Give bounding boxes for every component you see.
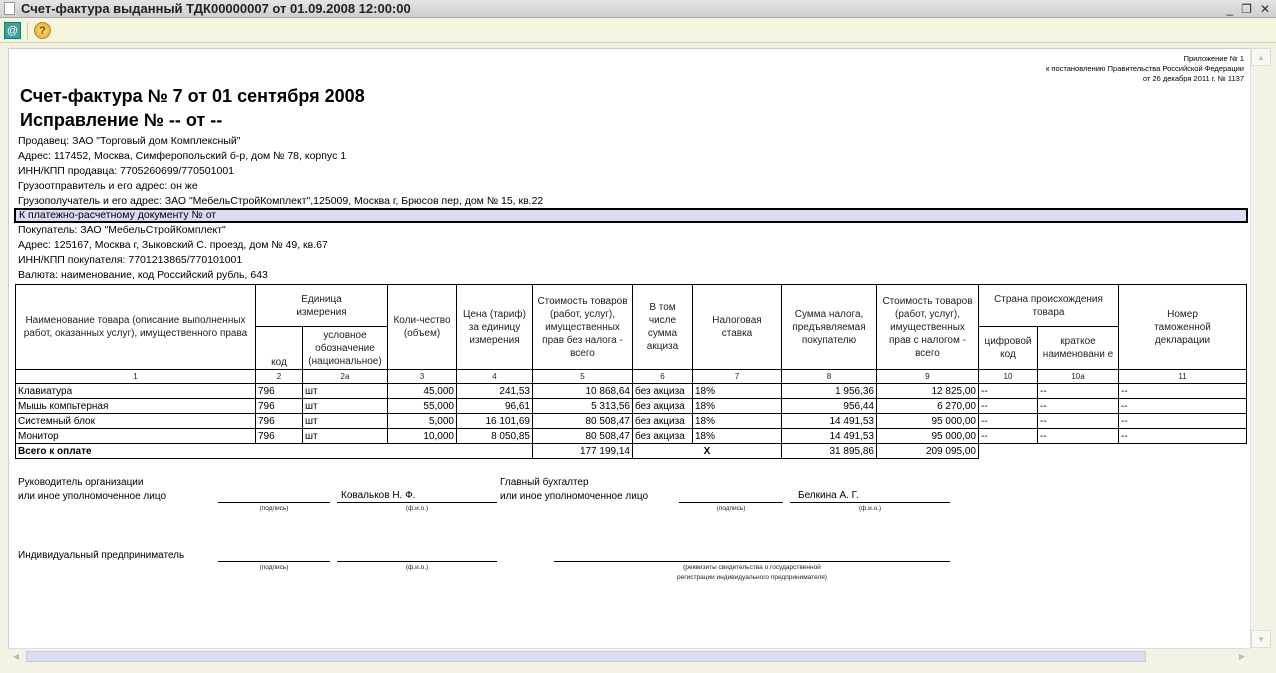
column-number: 5 — [533, 370, 633, 384]
director-label-1: Руководитель организации — [18, 477, 144, 488]
minimize-button[interactable]: _ — [1226, 2, 1234, 16]
window-title: Счет-фактура выданный ТДК00000007 от 01.09.2008 12:00:00 — [21, 1, 411, 16]
table-row — [16, 384, 1247, 399]
table-cell: 16 101,69 — [457, 414, 533, 429]
table-cell: 80 508,47 — [533, 429, 633, 444]
table-cell: 5,000 — [388, 414, 457, 429]
currency: Валюта: наименование, код Российский рубль, 643 — [18, 269, 268, 281]
table-cell: 45,000 — [388, 384, 457, 399]
table-cell: без акциза — [633, 399, 693, 414]
table-cell: 1 956,36 — [782, 384, 877, 399]
total-label: Всего к оплате — [16, 444, 533, 459]
table-cell: 796 — [256, 399, 303, 414]
table-cell: -- — [979, 399, 1038, 414]
column-number: 2а — [303, 370, 388, 384]
table-cell: шт — [303, 429, 388, 444]
fio-caption: (ф.и.о.) — [405, 564, 429, 571]
payment-document-field[interactable]: К платежно-расчетному документу № от — [14, 208, 1248, 223]
total-row — [16, 444, 1247, 459]
scroll-right-icon[interactable]: ▶ — [1238, 652, 1246, 661]
column-number: 4 — [457, 370, 533, 384]
scroll-up-icon[interactable]: ▲ — [1251, 48, 1271, 66]
table-cell: -- — [1038, 399, 1119, 414]
table-cell: 796 — [256, 429, 303, 444]
toolbar-separator — [27, 22, 28, 40]
table-cell: Системный блок — [16, 414, 256, 429]
table-cell: 95 000,00 — [877, 414, 979, 429]
toolbar — [0, 19, 1276, 43]
appendix-line: к постановлению Правительства Российской Федерации — [1046, 64, 1244, 73]
table-cell: 796 — [256, 384, 303, 399]
table-cell: -- — [1038, 384, 1119, 399]
table-cell: 95 000,00 — [877, 429, 979, 444]
document-icon — [4, 2, 15, 15]
column-number: 1 — [16, 370, 256, 384]
fio-caption: (ф.и.о.) — [405, 505, 429, 512]
table-cell: -- — [1038, 414, 1119, 429]
header-customs: Номер таможенной декларации — [1119, 285, 1247, 370]
send-email-button[interactable]: @ — [4, 22, 21, 39]
registration-line — [554, 561, 950, 562]
header-tax: Сумма налога, предъявляемая покупателю — [782, 285, 877, 370]
total-tax: 31 895,86 — [782, 444, 877, 459]
title-bar — [0, 0, 1276, 18]
table-cell: 12 825,00 — [877, 384, 979, 399]
fio-caption: (ф.и.о.) — [858, 505, 882, 512]
table-cell: 14 491,53 — [782, 429, 877, 444]
director-signature-line — [218, 502, 330, 503]
table-cell: 18% — [693, 384, 782, 399]
director-name: Ковальков Н. Ф. — [341, 490, 416, 501]
column-number: 3 — [388, 370, 457, 384]
director-name-line — [337, 502, 497, 503]
close-button[interactable]: ✕ — [1259, 2, 1270, 16]
horizontal-scrollbar[interactable] — [8, 648, 1250, 664]
table-cell: -- — [1119, 414, 1247, 429]
empty-cell — [979, 444, 1247, 459]
scroll-down-icon[interactable]: ▼ — [1251, 630, 1271, 648]
table-cell: -- — [979, 414, 1038, 429]
column-number: 10а — [1038, 370, 1119, 384]
seller: Продавец: ЗАО "Торговый дом Комплексный" — [18, 135, 241, 147]
invoice-table — [15, 284, 1247, 459]
table-cell: 80 508,47 — [533, 414, 633, 429]
table-cell: 956,44 — [782, 399, 877, 414]
appendix-line: Приложение № 1 — [1183, 54, 1244, 63]
seller-inn: ИНН/КПП продавца: 7705260699/770501001 — [18, 165, 234, 177]
shipper: Грузоотправитель и его адрес: он же — [18, 180, 198, 192]
header-cost: Стоимость товаров (работ, услуг), имущественных прав без налога - всего — [533, 285, 633, 370]
entrepreneur-name-line — [337, 561, 497, 562]
accountant-label-1: Главный бухгалтер — [500, 477, 589, 488]
table-cell: Мышь компьтерная — [16, 399, 256, 414]
table-cell: 796 — [256, 414, 303, 429]
header-country-code: цифровой код — [979, 327, 1038, 370]
header-rate: Налоговая ставка — [693, 285, 782, 370]
header-unit: Единица измерения — [256, 285, 388, 327]
header-total: Стоимость товаров (работ, услуг), имущественных прав с налогом - всего — [877, 285, 979, 370]
total-mark: X — [633, 444, 782, 459]
table-cell: -- — [979, 384, 1038, 399]
table-cell: без акциза — [633, 384, 693, 399]
table-cell: 8 050,85 — [457, 429, 533, 444]
table-cell: 10 868,64 — [533, 384, 633, 399]
total-cost: 177 199,14 — [533, 444, 633, 459]
buyer-inn: ИНН/КПП покупателя: 7701213865/770101001 — [18, 254, 243, 266]
header-qty: Коли-чество (объем) — [388, 285, 457, 370]
table-cell: Монитор — [16, 429, 256, 444]
column-number: 11 — [1119, 370, 1247, 384]
scroll-left-icon[interactable]: ◀ — [12, 652, 20, 661]
header-country-name: краткое наименовани е — [1038, 327, 1119, 370]
registration-caption-1: (реквизиты свидетельства о государственной — [683, 564, 821, 571]
table-cell: 14 491,53 — [782, 414, 877, 429]
table-cell: 18% — [693, 414, 782, 429]
buyer: Покупатель: ЗАО "МебельСтройКомплект" — [18, 224, 226, 236]
table-cell: -- — [1119, 399, 1247, 414]
table-cell: шт — [303, 399, 388, 414]
table-cell: шт — [303, 384, 388, 399]
director-label-2: или иное уполномоченное лицо — [18, 491, 167, 502]
header-unit-code: код — [256, 327, 303, 370]
header-country: Страна происхождения товара — [979, 285, 1119, 327]
invoice-title: Счет-фактура № 7 от 01 сентября 2008 — [20, 86, 365, 106]
help-button[interactable]: ? — [34, 22, 51, 39]
table-cell: 55,000 — [388, 399, 457, 414]
buyer-address: Адрес: 125167, Москва г, Зыковский С. проезд, дом № 49, кв.67 — [18, 239, 328, 251]
table-row — [16, 429, 1247, 444]
column-number: 6 — [633, 370, 693, 384]
table-cell: -- — [979, 429, 1038, 444]
column-number: 2 — [256, 370, 303, 384]
table-cell: -- — [1119, 429, 1247, 444]
vertical-scrollbar[interactable] — [1250, 48, 1270, 648]
column-number: 9 — [877, 370, 979, 384]
table-cell: -- — [1119, 384, 1247, 399]
total-sum: 209 095,00 — [877, 444, 979, 459]
header-excise: В том числе сумма акциза — [633, 285, 693, 370]
correction-title: Исправление № -- от -- — [20, 110, 223, 130]
signature-caption: (подпись) — [716, 505, 746, 512]
header-name: Наименование товара (описание выполненных работ, оказанных услуг), имущественного права — [16, 285, 256, 370]
table-cell: шт — [303, 414, 388, 429]
header-price: Цена (тариф) за единицу измерения — [457, 285, 533, 370]
appendix-line: от 26 декабря 2011 г. № 1137 — [1142, 74, 1244, 83]
table-cell: Клавиатура — [16, 384, 256, 399]
table-row — [16, 414, 1247, 429]
table-cell: 18% — [693, 399, 782, 414]
table-cell: без акциза — [633, 429, 693, 444]
seller-address: Адрес: 117452, Москва, Симферопольский б-р, дом № 78, корпус 1 — [18, 150, 347, 162]
column-number: 7 — [693, 370, 782, 384]
appendix-note — [1000, 54, 1244, 84]
table-cell: 96,61 — [457, 399, 533, 414]
column-number: 10 — [979, 370, 1038, 384]
accountant-label-2: или иное уполномоченное лицо — [500, 491, 649, 502]
table-row — [16, 399, 1247, 414]
table-cell: -- — [1038, 429, 1119, 444]
signature-caption: (подпись) — [259, 505, 289, 512]
maximize-button[interactable]: ❐ — [1241, 2, 1252, 16]
entrepreneur-label: Индивидуальный предприниматель — [18, 550, 185, 561]
accountant-signature-line — [679, 502, 783, 503]
table-cell: без акциза — [633, 414, 693, 429]
table-cell: 6 270,00 — [877, 399, 979, 414]
signature-caption: (подпись) — [259, 564, 289, 571]
consignee: Грузополучатель и его адрес: ЗАО "МебельСтройКомплект",125009, Москва г, Брюсов пер, дом № 15, кв.22 — [18, 195, 544, 207]
accountant-name: Белкина А. Г. — [798, 490, 859, 501]
column-numbers-row — [16, 370, 1247, 384]
registration-caption-2: регистрации индивидуального предпринимателя) — [677, 574, 827, 581]
table-cell: 10,000 — [388, 429, 457, 444]
horizontal-scroll-thumb[interactable] — [26, 651, 1146, 662]
entrepreneur-signature-line — [218, 561, 330, 562]
table-cell: 241,53 — [457, 384, 533, 399]
table-cell: 5 313,56 — [533, 399, 633, 414]
accountant-name-line — [790, 502, 950, 503]
header-unit-name: условное обозначение (национальное) — [303, 327, 388, 370]
table-cell: 18% — [693, 429, 782, 444]
column-number: 8 — [782, 370, 877, 384]
